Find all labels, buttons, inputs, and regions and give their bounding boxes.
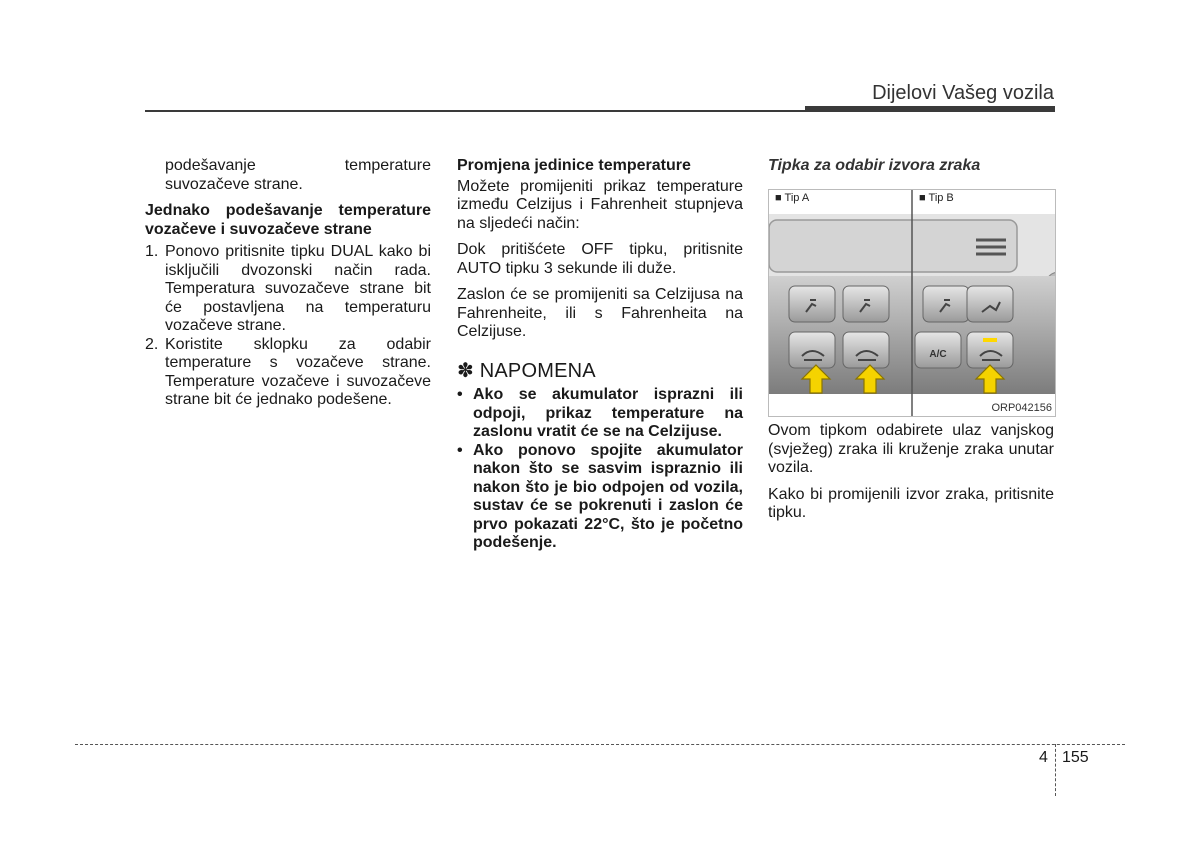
list-item: [457, 442, 743, 553]
note-symbol-icon: ✽: [457, 359, 474, 382]
col3-paragraph-2: Kako bi promijenili izvor zraka, pritisnite tipku.: [768, 485, 1054, 521]
climate-panel-illustration: [769, 190, 1055, 416]
figure-code: ORP042156: [991, 402, 1052, 414]
list-item-number: 1.: [145, 243, 159, 260]
col2-paragraph-2: Dok pritišćete OFF tipku, pritisnite AUTO tipku 3 sekunde ili duže.: [457, 241, 743, 277]
col1-numbered-list: [145, 243, 431, 410]
col3-paragraph-1: Ovom tipkom odabirete ulaz vanjskog (svježeg) zraka ili kruženje zraka unutar vozila.: [768, 422, 1054, 476]
page-header-title: Dijelovi Vašeg vozila: [872, 82, 1054, 104]
figure-title: Tipka za odabir izvora zraka: [768, 157, 981, 174]
list-item-text: Ponovo pritisnite tipku DUAL kako bi isključili dvozonski način rada. Temperatura suvozačeve strane bit će postavljena na temperaturu vozačeve strane.: [165, 243, 431, 334]
climate-panel-figure: [768, 189, 1056, 417]
column-1: [145, 157, 431, 410]
list-item: [145, 243, 431, 336]
list-item: [457, 386, 743, 442]
chapter-number: 4: [1039, 749, 1048, 766]
ac-button-label: A/C: [929, 349, 947, 360]
header-rule-accent: [805, 106, 1055, 112]
col2-heading: Promjena jedinice temperature: [457, 157, 691, 174]
note-bullet-list: [457, 386, 743, 553]
note-title-text: NAPOMENA: [479, 359, 596, 382]
bullet-icon: •: [457, 386, 463, 403]
bullet-icon: •: [457, 441, 463, 459]
note-box: [457, 359, 743, 553]
note-title: [457, 359, 743, 382]
tip-b-label: ■ Tip B: [919, 192, 954, 204]
footer-rule: [75, 744, 1125, 745]
column-3: [768, 422, 1054, 531]
list-item-text: Koristite sklopku za odabir temperature s vozačeve strane. Temperature vozačeve i suvozačeve strane bit će jednako podešene.: [165, 335, 431, 408]
list-item-number: 2.: [145, 335, 159, 353]
page-number: 155: [1062, 749, 1089, 766]
column-2: [457, 157, 743, 553]
col1-intro: podešavanje temperature suvozačeve strane.: [165, 157, 431, 193]
footer-page-divider: [1055, 744, 1056, 796]
col1-heading: Jednako podešavanje temperature vozačeve i suvozačeve strane: [145, 202, 431, 238]
indicator-light: [983, 338, 997, 342]
tip-a-label: ■ Tip A: [775, 192, 810, 204]
col2-paragraph-1: Možete promijeniti prikaz temperature između Celzijus i Fahrenheit stupnjeva na sljedeći način:: [457, 177, 743, 232]
header-rule: [145, 110, 805, 112]
note-bullet-text: Ako se akumulator isprazni ili odpoji, prikaz temperature na zaslonu vratit će se na Celzijuse.: [473, 386, 743, 440]
list-item: [145, 336, 431, 410]
col2-paragraph-3: Zaslon će se promijeniti sa Celzijusa na Fahrenheite, ili s Fahrenheita na Celzijuse.: [457, 286, 743, 340]
note-bullet-text: Ako ponovo spojite akumulator nakon što se sasvim ispraznio ili nakon što je bio odpojen od vozila, sustav će se pokrenuti i zaslon će prvo pokazati 22°C, što je početno podešenje.: [473, 441, 743, 551]
